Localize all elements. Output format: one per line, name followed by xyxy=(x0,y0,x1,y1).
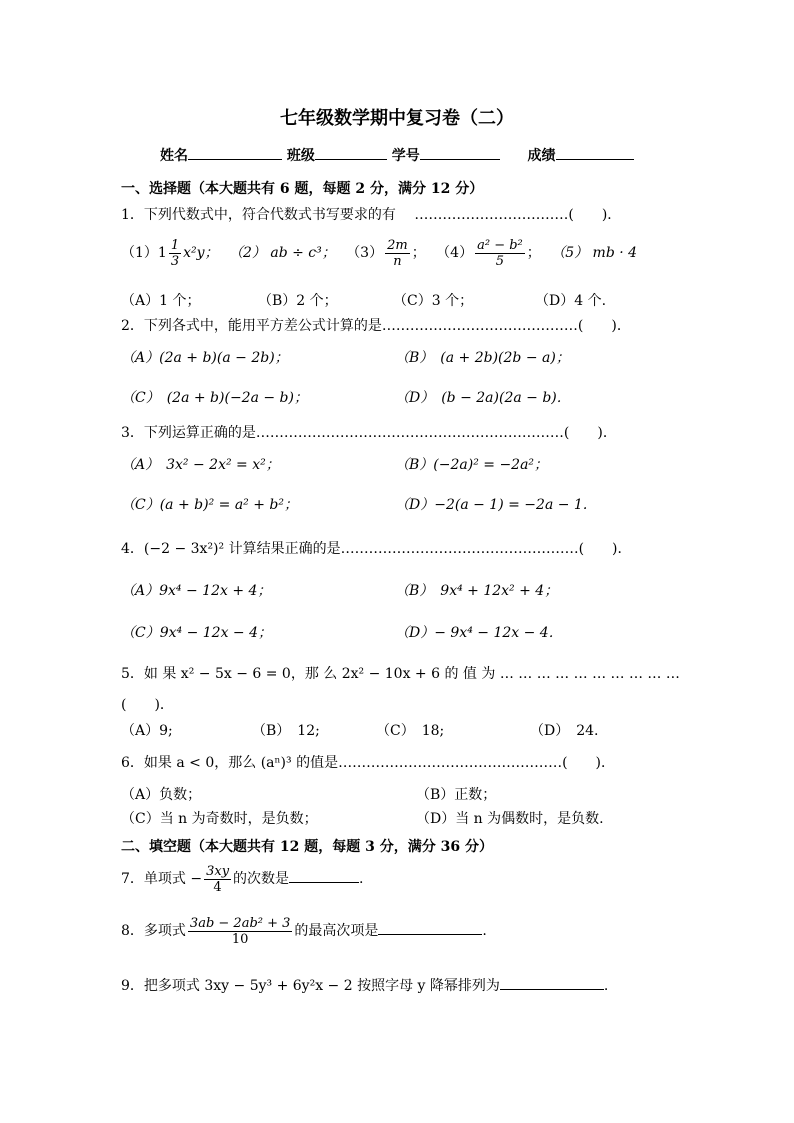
student-info-line xyxy=(160,145,634,165)
q8-prefix: 8．多项式 xyxy=(121,923,186,939)
q1-item4-label: （4） xyxy=(436,245,474,261)
name-blank[interactable] xyxy=(188,145,282,160)
q1-item4-fraction: $\frac{\text{a² − b²}}{5}$ xyxy=(477,237,523,269)
q2-option-d[interactable]: （D） (b − 2a)(2a − b)． xyxy=(395,390,571,406)
q6-option-b[interactable]: （B）正数； xyxy=(416,787,497,803)
q1-item1-whole: （1）1 xyxy=(121,245,167,261)
q9-line: 9．把多项式 3xy − 5y³ + 6y²x − 2 按照字母 y 降幂排列为 . xyxy=(121,975,608,995)
q5-option-a[interactable]: （A）9; xyxy=(121,723,173,739)
class-blank[interactable] xyxy=(315,145,387,160)
q9-answer-blank[interactable] xyxy=(500,975,604,990)
q1-option-a[interactable]: （A）1 个； xyxy=(121,293,201,309)
q8-answer-blank[interactable] xyxy=(378,920,482,935)
q1-option-c[interactable]: （C）3 个； xyxy=(393,293,474,309)
q1-item5: （5） mb · 4 xyxy=(551,245,638,261)
q7-answer-blank[interactable] xyxy=(289,868,359,883)
q5-option-d[interactable]: （D） 24. xyxy=(530,723,599,739)
q1-option-b[interactable]: （B）2 个； xyxy=(258,293,338,309)
q6-option-c[interactable]: （C）当 n 为奇数时，是负数； xyxy=(121,811,318,827)
q3-option-c[interactable]: （C）(a + b)² = a² + b²； xyxy=(121,497,298,513)
number-blank[interactable] xyxy=(420,145,500,160)
q3-stem: 3．下列运算正确的是…………………………………………………………( )． xyxy=(121,425,617,441)
q2-option-a[interactable]: （A）(2a + b)(a − 2b)； xyxy=(121,350,289,366)
q4-stem: 4．(−2 − 3x²)² 计算结果正确的是……………………………………………( )． xyxy=(121,541,632,557)
q4-option-b[interactable]: （B） 9x⁴ + 12x² + 4； xyxy=(395,583,559,599)
class-label: 班级 xyxy=(286,148,315,164)
q1-expressions: （1）1 $\frac{1}{3}$ x²y； （2） ab ÷ c³； （3） $\frac{2m}{n}$ ； （4） $\frac{\text{a² − b²}}{5}$ ； （5） mb · 4 xyxy=(121,237,638,269)
q1-item3-fraction: $\frac{2m}{n}$ xyxy=(387,237,408,269)
q4-option-a[interactable]: （A）9x⁴ − 12x + 4； xyxy=(121,583,272,599)
score-blank[interactable] xyxy=(556,145,634,160)
q8-line: 8．多项式 $\frac{\text{3ab − 2ab² + 3}}{10}$ 的最高次项是 . xyxy=(121,915,487,947)
section-choice-heading: 一、选择题（本大题共有 6 题，每题 2 分，满分 12 分） xyxy=(121,181,484,197)
q5-option-c[interactable]: （C） 18; xyxy=(376,723,445,739)
number-label: 学号 xyxy=(391,148,420,164)
q3-option-d[interactable]: （D）−2(a − 1) = −2a − 1. xyxy=(395,497,588,513)
q1-stem: 1．下列代数式中，符合代数式书写要求的有 ……………………………( )． xyxy=(121,207,622,223)
q5-stem: 5．如 果 x² − 5x − 6 = 0，那 么 2x² − 10x + 6 的 值 为 … … … … … … … … … … xyxy=(121,666,680,682)
q2-stem: 2．下列各式中，能用平方差公式计算的是……………………………………( )． xyxy=(121,318,631,334)
q7-suffix: 的次数是 xyxy=(233,871,290,887)
q2-option-b[interactable]: （B） (a + 2b)(2b − a)； xyxy=(395,350,570,366)
q5-option-b[interactable]: （B） 12; xyxy=(252,723,320,739)
q1-item2: （2） ab ÷ c³； xyxy=(228,245,336,261)
q6-option-d[interactable]: （D）当 n 为偶数时，是负数. xyxy=(416,811,604,827)
q4-option-d[interactable]: （D）− 9x⁴ − 12x − 4． xyxy=(395,625,563,641)
section-fill-heading: 二、填空题（本大题共有 12 题，每题 3 分，满分 36 分） xyxy=(121,839,493,855)
q6-option-a[interactable]: （A）负数； xyxy=(121,787,202,803)
q2-option-c[interactable]: （C） (2a + b)(−2a − b)； xyxy=(121,390,308,406)
q7-line: 7．单项式 − $\frac{3xy}{4}$ 的次数是 . xyxy=(121,863,364,895)
q8-fraction: $\frac{\text{3ab − 2ab² + 3}}{10}$ xyxy=(189,915,291,947)
q3-option-a[interactable]: （A） 3x² − 2x² = x²； xyxy=(121,457,280,473)
q5-answer-paren[interactable]: ( )． xyxy=(121,697,174,713)
q1-item3-label: （3） xyxy=(346,245,384,261)
q6-stem: 6．如果 a < 0，那么 (aⁿ)³ 的值是…………………………………………( )． xyxy=(121,755,616,771)
q9-prefix: 9．把多项式 3xy − 5y³ + 6y²x − 2 按照字母 y 降幂排列为 xyxy=(121,978,500,994)
q1-option-d[interactable]: （D）4 个. xyxy=(535,293,607,309)
name-label: 姓名 xyxy=(160,148,188,164)
q7-prefix: 7．单项式 − xyxy=(121,871,203,887)
score-label: 成绩 xyxy=(527,148,556,164)
q8-suffix: 的最高次项是 xyxy=(294,923,379,939)
page-title: 七年级数学期中复习卷（二） xyxy=(280,108,514,129)
q3-option-b[interactable]: （B）(−2a)² = −2a²； xyxy=(395,457,549,473)
q1-item1-rest: x²y； xyxy=(183,245,219,261)
q7-fraction: $\frac{3xy}{4}$ xyxy=(206,863,230,895)
q1-item1-fraction: $\frac{1}{3}$ xyxy=(170,237,180,269)
q4-option-c[interactable]: （C）9x⁴ − 12x − 4； xyxy=(121,625,273,641)
